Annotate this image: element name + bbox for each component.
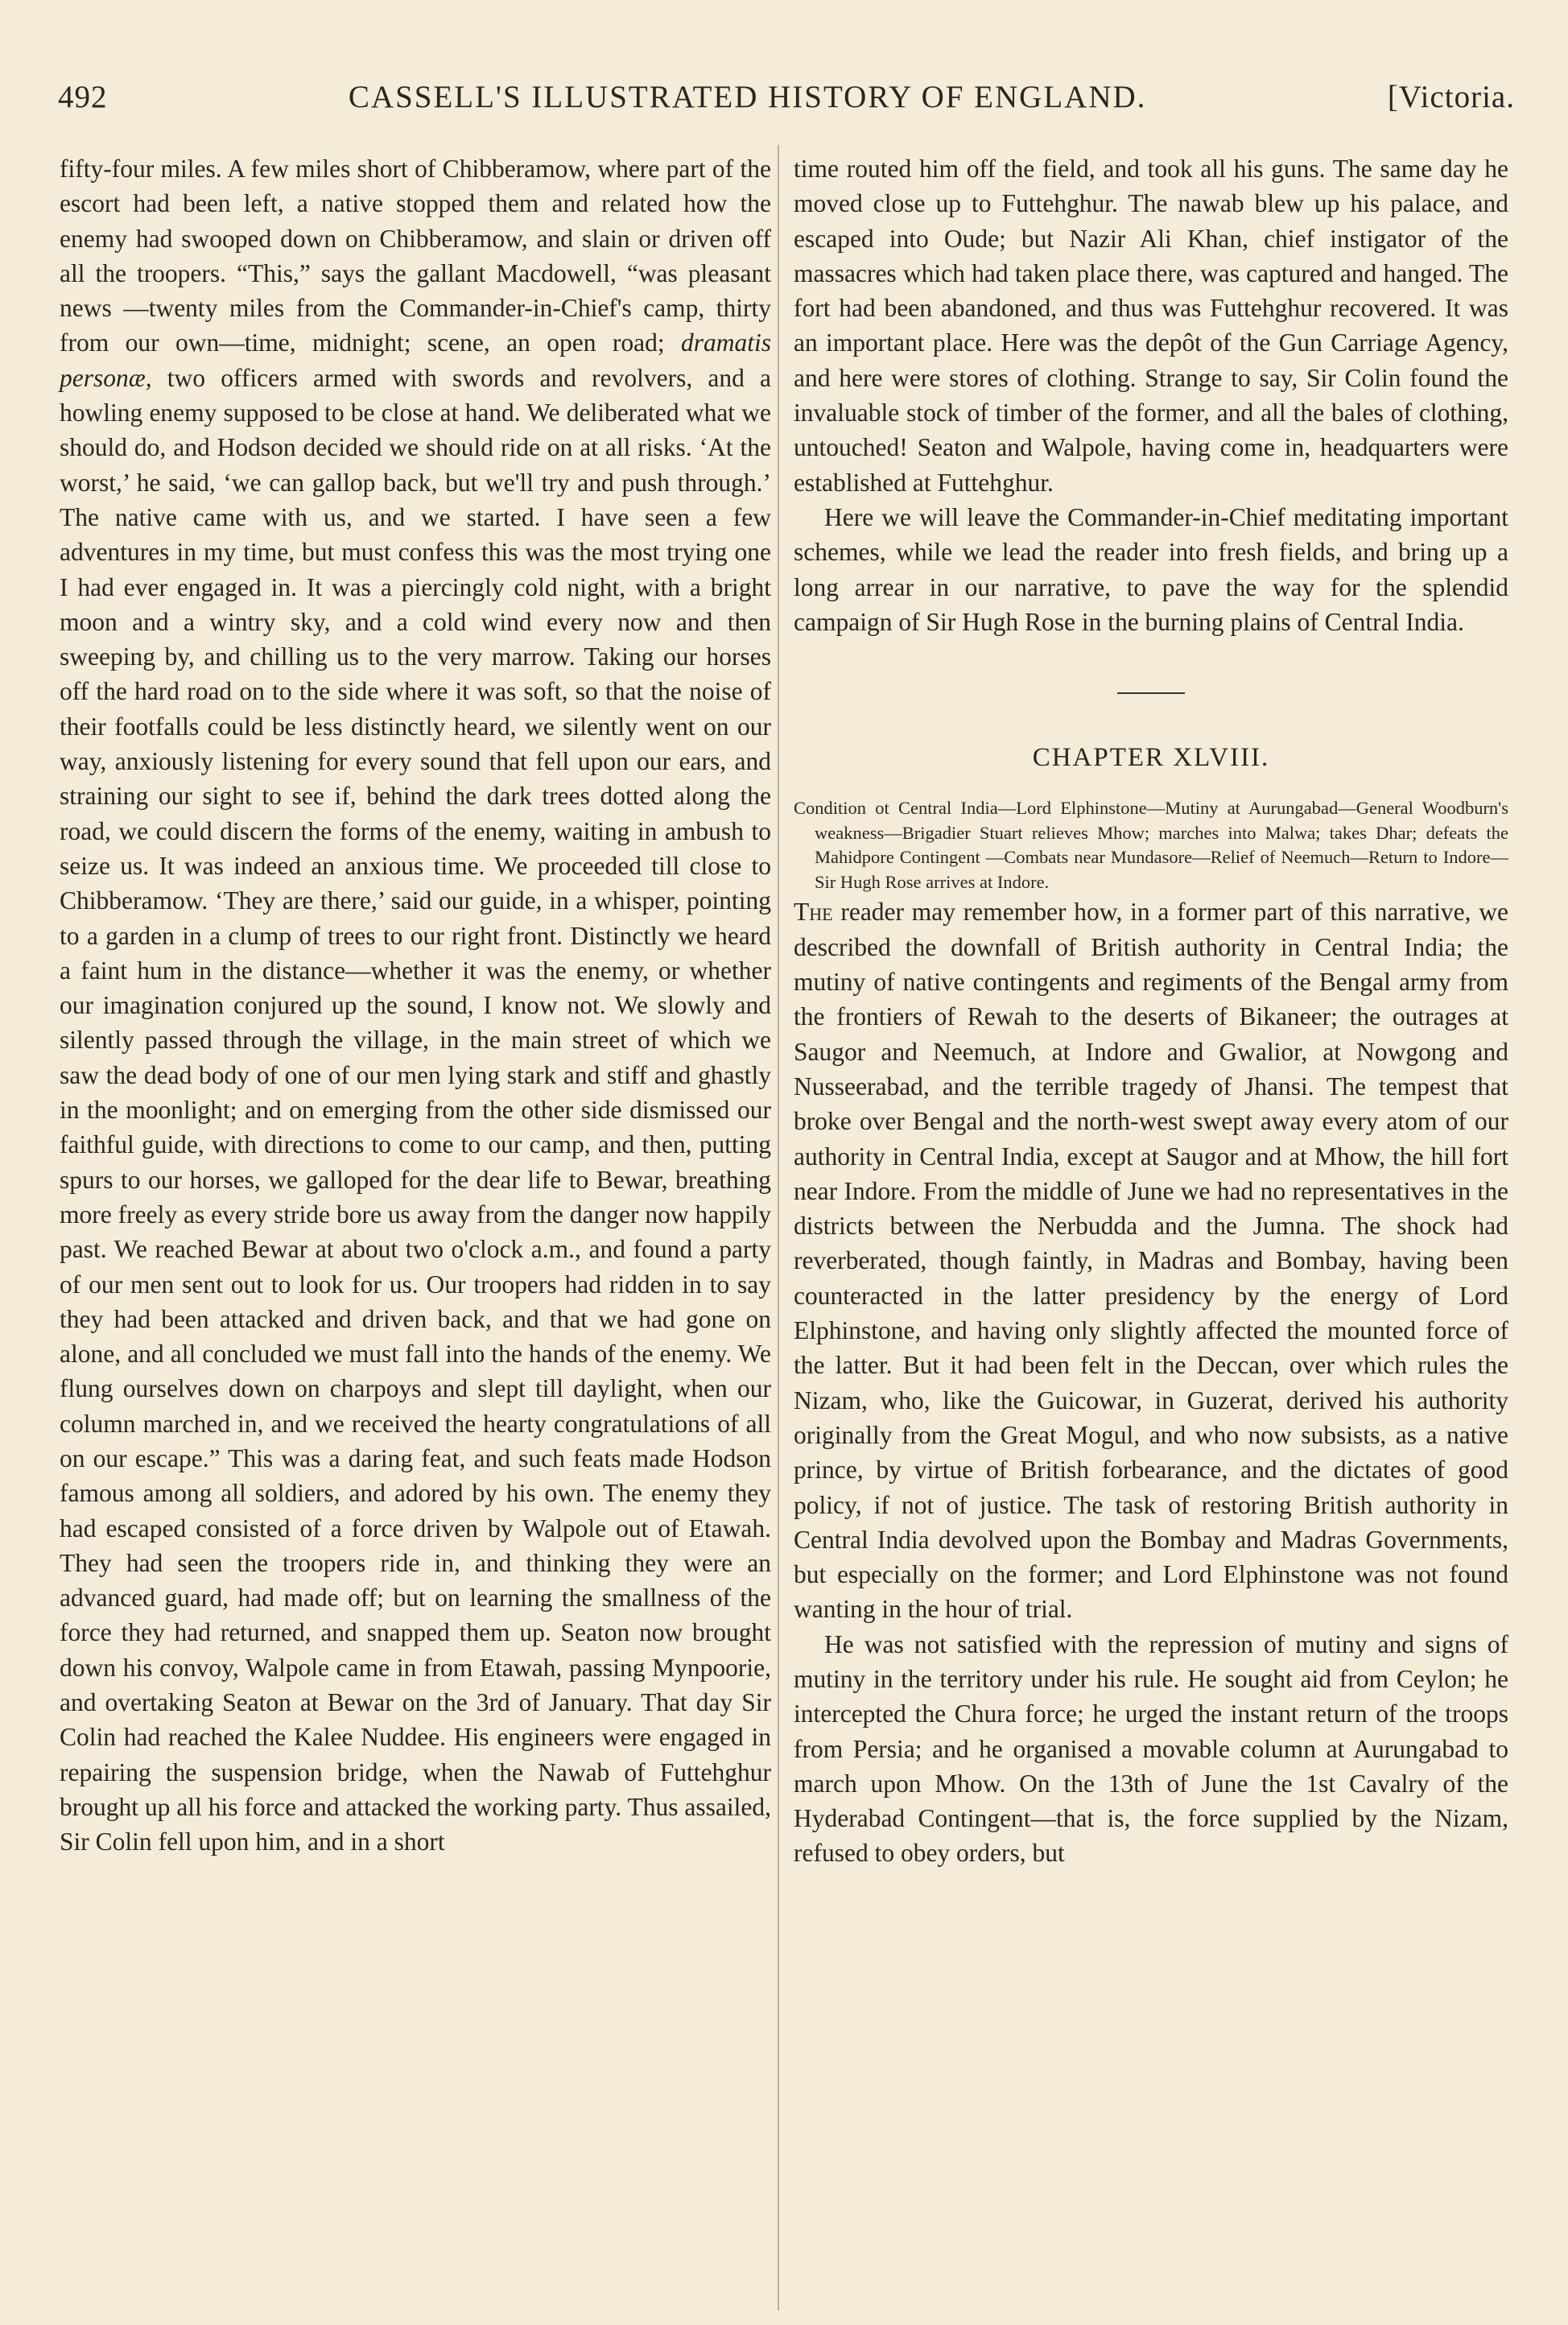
left-text-a: fifty-four miles. A few miles short of Chibberamow, where part of the escort had been left, a native stopped them and related how the enemy had swooped down on Chibberamow, and slain or driven off all the troopers. “This,” says the gallant Macdowell, “was pleasant news —twenty miles from the Commander-in-Chief's camp, thirty from our own—time, midnight; scene, an open road; (60, 155, 771, 357)
left-paragraph (60, 151, 771, 1860)
opening-word: The (794, 898, 833, 927)
section-label: [Victoria. (1387, 80, 1515, 114)
right-paragraph-2: Here we will leave the Commander-in-Chief meditating important schemes, while we lead the reader into fresh fields, and bring up a long arrear in our narrative, to pave the way for the splendid campaign of Sir Hugh Rose in the burning plains of Central India. (794, 502, 1508, 636)
chapter-summary: Condition ot Central India—Lord Elphinstone—Mutiny at Aurungabad—General Woodburn's weakness—Brigadier Stuart relieves Mhow; marches into Malwa; takes Dhar; defeats the Mahidpore Contingent —Combats near Mundasore—Relief of Neemuch—Return to Indore—Sir Hugh Rose arrives at Indore. (794, 798, 1508, 892)
column-divider (778, 145, 779, 2311)
page-number: 492 (58, 80, 108, 114)
running-title: CASSELL'S ILLUSTRATED HISTORY OF ENGLAND. (348, 80, 1147, 114)
section-separator (1117, 692, 1185, 694)
left-column (60, 151, 771, 1860)
left-text-b: two officers armed with swords and revolvers, and a howling enemy supposed to be close at hand. We deliberated what we should do, and Hodson decided we should ride on at all risks. ‘At the worst,’ he said, ‘we can gallop back, but we'll try and push through.’ The native came with us, and we started. I have seen a few adventures in my time, but must confess this was the most trying one I had ever engaged in. It was a piercingly cold night, with a bright moon and a wintry sky, and a cold wind every now and then sweeping by, and chilling us to the very marrow. Taking our horses off the hard road on to the side where it was soft, so that the noise of their footfalls could be less distinctly heard, we silently went on our way, anxiously listening for every sound that fell upon our ears, and straining our sight to see if, behind the dark trees dotted along the road, we could discern the forms of the enemy, waiting in ambush to seize us. It was indeed an anxious time. We proceeded till close to Chibberamow. ‘They are there,’ said our guide, in a whisper, pointing to a garden in a clump of trees to our right front. Distinctly we heard a faint hum in the distance—whether it was the enemy, or whether our imagination conjured up the sound, I know not. We slowly and silently passed through the village, in the main street of which we saw the dead body of one of our men lying stark and stiff and ghastly in the moonlight; and on emerging from the other side dismissed our faithful guide, with directions to come to our camp, and then, putting spurs to our horses, we galloped for the dear life to Bewar, breathing more freely as every stride bore us away from the danger now happily past. We reached Bewar at about two o'clock a.m., and found a party of our men sent out to look for us. Our troopers had ridden in to say they had been attacked and driven back, and that we had gone on alone, and all concluded we must fall into the hands of the enemy. We flung ourselves down on charpoys and slept till daylight, when our column marched in, and we received the hearty congratulations of all on our escape.” This was a daring feat, and such feats made Hodson famous among all soldiers, and adored by his own. The enemy they had escaped consisted of a force driven by Walpole out of Etawah. They had seen the troopers ride in, and thinking they were an advanced guard, had made off; but on learning the smallness of the force they had returned, and snapped them up. Seaton now brought down his convoy, Walpole came in from Etawah, passing Mynpoorie, and overtaking Seaton at Bewar on the 3rd of January. That day Sir Colin had reached the Kalee Nuddee. His engineers were engaged in repairing the suspension bridge, when the Nawab of Futtehghur brought up all his force and attacked the working party. Thus assailed, Sir Colin fell upon him, and in a short (60, 363, 771, 1856)
italic-phrase: dramatis personæ, (60, 328, 771, 392)
running-header (58, 79, 1515, 127)
chapter-title: CHAPTER XLVIII. (1032, 743, 1270, 773)
right-column (794, 151, 1508, 1871)
right-paragraph-1: time routed him off the field, and took all his guns. The same day he moved close up to Futtehghur. The nawab blew up his palace, and escaped into Oude; but Nazir Ali Khan, chief instigator of the massacres which had taken place there, was captured and hanged. The fort had been abandoned, and thus was Futtehghur recovered. It was an important place. Here was the depôt of the Gun Carriage Agency, and here were stores of clothing. Strange to say, Sir Colin found the invaluable stock of timber of the former, and all the bales of clothing, untouched! Seaton and Walpole, having come in, headquarters were established at Futtehghur. (794, 155, 1508, 497)
right-paragraph-3-text: reader may remember how, in a former part of this narrative, we described the downfall of British authority in Central India; the mutiny of native contingents and regiments of the Bengal army from the frontiers of Rewah to the deserts of Bikaneer; the outrages at Saugor and Neemuch, at Indore and Gwalior, at Nowgong and Nusseerabad, and the terrible tragedy of Jhansi. The tempest that broke over Bengal and the north-west swept away every atom of our authority in Central India, except at Saugor and at Mhow, the hill fort near Indore. From the middle of June we had no representatives in the districts between the Nerbudda and the Jumna. The shock had reverberated, though faintly, in Madras and Bombay, having been counteracted in the latter presidency by the energy of Lord Elphinstone, and having only slightly affected the mounted force of the latter. But it had been felt in the Deccan, over which rules the Nizam, who, like the Guicowar, in Guzerat, derived his authority originally from the Great Mogul, and who now subsists, as a native prince, by virtue of British forbearance, and the dictates of good policy, if not of justice. The task of restoring British authority in Central India devolved upon the Bombay and Madras Governments, but especially on the former; and Lord Elphinstone was not found wanting in the hour of trial. (794, 898, 1508, 1624)
right-paragraph-3 (794, 894, 1508, 1626)
right-paragraph-4: He was not satisfied with the repression of mutiny and signs of mutiny in the territory under his rule. He sought aid from Ceylon; he intercepted the Chura force; he urged the instant return of the troops from Persia; and he organised a movable column at Aurungabad to march upon Mhow. On the 13th of June the 1st Cavalry of the Hyderabad Contingent—that is, the force supplied by the Nizam, refused to obey orders, but (794, 1629, 1508, 1868)
